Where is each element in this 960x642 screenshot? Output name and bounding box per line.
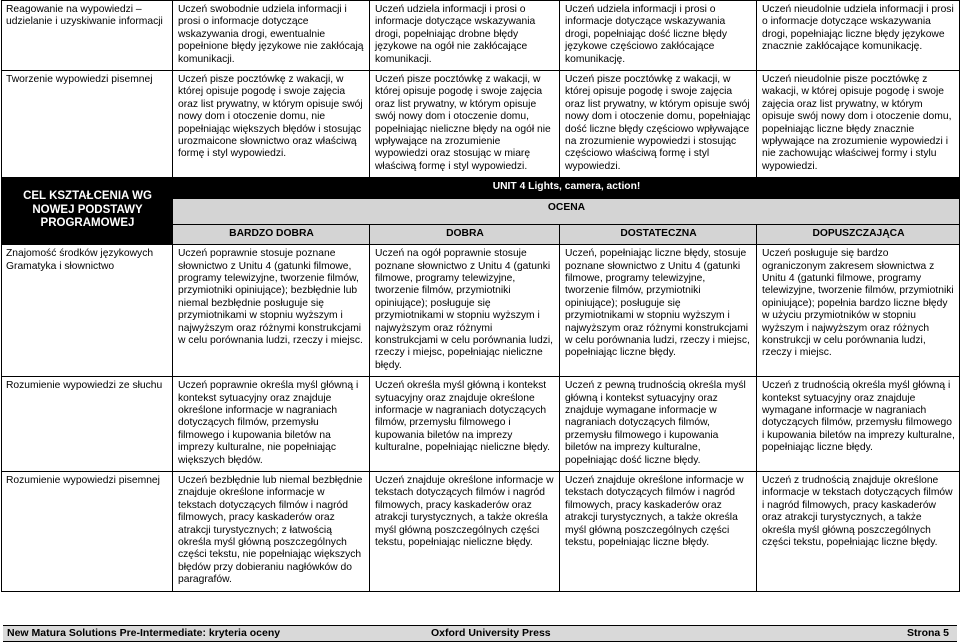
table-row [2, 377, 960, 472]
level-sufficient: DOSTATECZNA [560, 224, 757, 244]
page-footer [3, 625, 957, 642]
grade-cell: Uczeń poprawnie stosuje poznane słownictwo z Unitu 4 (gatunki filmowe, programy telewizyjne, tworzenie filmów, przymiotniki opiniujące); bezbłędnie lub niemal bezbłędnie posługuje się przymiotnikami w stopniu wyższym i najwyższym oraz różnymi konstrukcjami w celu porównania ludzi, rzeczy i miejsc. [173, 245, 370, 377]
level-very-good: BARDZO DOBRA [173, 224, 370, 244]
level-acceptable: DOPUSZCZAJĄCA [757, 224, 960, 244]
unit-title: UNIT 4 Lights, camera, action! [173, 178, 960, 198]
table-row [2, 71, 960, 178]
criterion-cell: Znajomość środków językowych Gramatyka i słownictwo [2, 245, 173, 377]
grade-cell: Uczeń nieudolnie pisze pocztówkę z wakacji, w której opisuje pogodę i swoje zajęcia oraz list prywatny, w którym opisuje swój nowy dom i otoczenie domu, popełniając liczne błędy znacznie wpływające na zrozumienie wypowiedzi i nie zachowując właściwej formy i stylu wypowiedzi. [757, 71, 960, 178]
level-good: DOBRA [370, 224, 560, 244]
objective-header: CEL KSZTAŁCENIA WG NOWEJ PODSTAWY PROGRAMOWEJ [23, 190, 152, 230]
table-row [2, 472, 960, 592]
grade-cell: Uczeń z pewną trudnością określa myśl główną i kontekst sytuacyjny oraz znajduje wymagane informacje w nagraniach dotyczących filmów, przemysłu filmowego i kupowania biletów na imprezy kulturalne, popełniając dość liczne błędy. [560, 377, 757, 472]
grade-cell: Uczeń pisze pocztówkę z wakacji, w której opisuje pogodę i swoje zajęcia oraz list prywatny, w którym opisuje swój nowy dom i otoczenie domu, popełniając nieliczne błędy na ogół nie wpływające na zrozumienie wypowiedzi oraz stosując w miarę właściwą formę i styl wypowiedzi. [370, 71, 560, 178]
criterion-cell: Reagowanie na wypowiedzi – udzielanie i uzyskiwanie informacji [2, 1, 173, 71]
grade-cell: Uczeń posługuje się bardzo ograniczonym zakresem słownictwa z Unitu 4 (gatunki filmowe, programy telewizyjne, tworzenie filmów, przymiotniki opiniujące); popełnia bardzo liczne błędy w użyciu przymiotników w stopniu wyższym i najwyższym oraz różnych konstrukcji w celu porównania ludzi, rzeczy i miejsc. [757, 245, 960, 377]
grade-cell: Uczeń poprawnie określa myśl główną i kontekst sytuacyjny oraz znajduje określone informacje w nagraniach dotyczących filmów, przemysłu filmowego i kupowania biletów na imprezy kulturalne, nie popełniając większych błędów. [173, 377, 370, 472]
objective-header-cell [2, 178, 173, 245]
grade-cell: Uczeń z trudnością określa myśl główną i kontekst sytuacyjny oraz znajduje wymagane informacje w nagraniach dotyczących filmów, przemysłu filmowego i kupowania biletów na imprezy kulturalne, popełniając liczne błędy. [757, 377, 960, 472]
grade-cell: Uczeń pisze pocztówkę z wakacji, w której opisuje pogodę i swoje zajęcia oraz list prywatny, w którym opisuje swój nowy dom i otoczenie domu, popełniając dość liczne błędy częściowo wpływające na zrozumienie wypowiedzi i stosując częściowo właściwą formę i styl wypowiedzi. [560, 71, 757, 178]
criterion-cell: Rozumienie wypowiedzi pisemnej [2, 472, 173, 592]
table-row [2, 245, 960, 377]
unit-header-row [2, 178, 960, 198]
grade-cell: Uczeń z trudnością znajduje określone informacje w tekstach dotyczących filmów i nagród filmowych, pracy kaskaderów oraz atrakcji turystycznych, a także określa myśl główną poszczególnych części tekstu, popełniając liczne błędy. [757, 472, 960, 592]
grade-cell: Uczeń nieudolnie udziela informacji i prosi o informacje dotyczące wskazywania drogi, popełniając liczne błędy językowe znacznie zakłócające komunikację. [757, 1, 960, 71]
criterion-cell: Rozumienie wypowiedzi ze słuchu [2, 377, 173, 472]
criteria-table [1, 0, 960, 592]
footer-publisher: Oxford University Press [431, 627, 551, 639]
footer-title: New Matura Solutions Pre-Intermediate: kryteria oceny [7, 627, 281, 639]
table-row [2, 1, 960, 71]
grade-cell: Uczeń, popełniając liczne błędy, stosuje poznane słownictwo z Unitu 4 (gatunki filmowe, programy telewizyjne, tworzenie filmów, przymiotniki opiniujące); posługuje się przymiotnikami w stopniu wyższym i najwyższym oraz różnymi konstrukcjami w celu porównania ludzi, rzeczy i miejsc, popełniając liczne błędy. [560, 245, 757, 377]
grade-cell: Uczeń pisze pocztówkę z wakacji, w której opisuje pogodę i swoje zajęcia oraz list prywatny, w którym opisuje swój nowy dom i otoczenie domu, nie popełniając większych błędów i stosując urozmaicone słownictwo oraz właściwą formę i styl wypowiedzi. [173, 71, 370, 178]
grade-cell: Uczeń znajduje określone informacje w tekstach dotyczących filmów i nagród filmowych, pracy kaskaderów oraz atrakcji turystycznych, a także określa myśl główną poszczególnych części tekstu, popełniając nieliczne błędy. [370, 472, 560, 592]
grade-cell: Uczeń udziela informacji i prosi o informacje dotyczące wskazywania drogi, popełniając drobne błędy językowe na ogół nie zakłócające komunikacji. [370, 1, 560, 71]
grade-cell: Uczeń bezbłędnie lub niemal bezbłędnie znajduje określone informacje w tekstach dotyczących filmów i nagród filmowych, pracy kaskaderów oraz atrakcji turystycznych; z łatwością określa myśl główną poszczególnych części tekstu, nie popełniając większych błędów przy dobieraniu nagłówków do paragrafów. [173, 472, 370, 592]
grade-cell: Uczeń na ogół poprawnie stosuje poznane słownictwo z Unitu 4 (gatunki filmowe, programy telewizyjne, tworzenie filmów, przymiotniki opiniujące); posługuje się przymiotnikami w stopniu wyższym i najwyższym oraz różnymi konstrukcjami w celu porównania ludzi, rzeczy i miejsc, popełniając nieliczne błędy. [370, 245, 560, 377]
grade-cell: Uczeń określa myśl główną i kontekst sytuacyjny oraz znajduje określone informacje w nagraniach dotyczących filmów, przemysłu filmowego i kupowania biletów na imprezy kulturalne, popełniając nieliczne błędy. [370, 377, 560, 472]
criterion-cell: Tworzenie wypowiedzi pisemnej [2, 71, 173, 178]
ocena-title: OCENA [173, 198, 960, 224]
page-number: Strona 5 [906, 627, 949, 639]
grade-cell: Uczeń udziela informacji i prosi o informacje dotyczące wskazywania drogi, popełniając dość liczne błędy językowe częściowo zakłócające komunikację. [560, 1, 757, 71]
grade-cell: Uczeń swobodnie udziela informacji i prosi o informacje dotyczące wskazywania drogi, ewentualnie popełnione błędy językowe nie zakłócają komunikacji. [173, 1, 370, 71]
grade-cell: Uczeń znajduje określone informacje w tekstach dotyczących filmów i nagród filmowych, pracy kaskaderów oraz atrakcji turystycznych, a także określa myśl główną poszczególnych części tekstu, popełniając liczne błędy. [560, 472, 757, 592]
